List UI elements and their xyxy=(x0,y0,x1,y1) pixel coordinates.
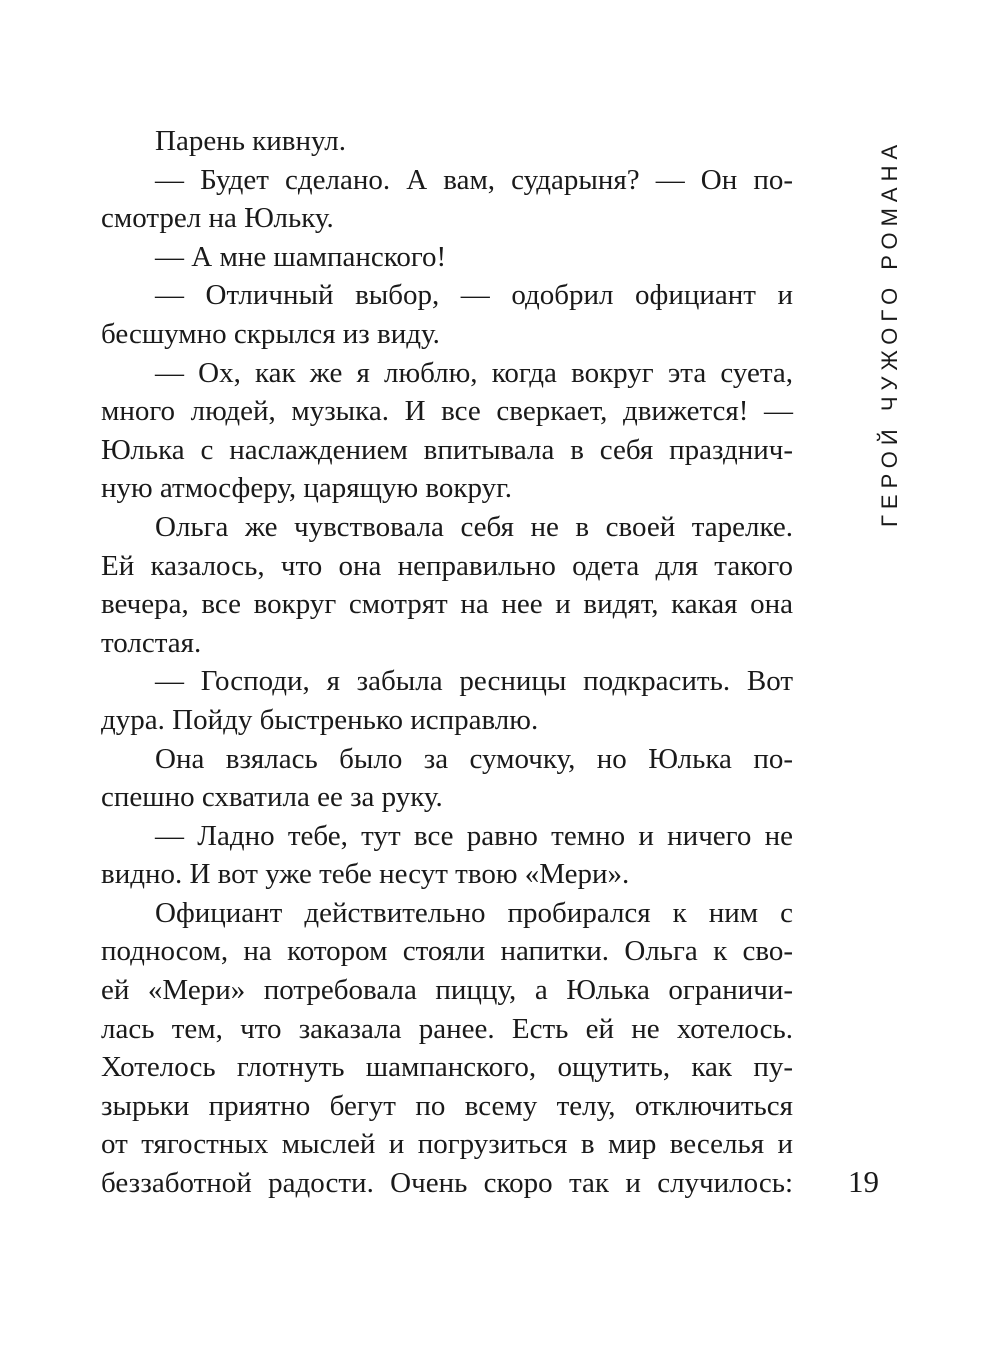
text-line: Официант действительно пробирался к ним с xyxy=(155,896,793,929)
text-line: смотрел на Юльку. xyxy=(101,202,334,235)
text-line: — А мне шампанского! xyxy=(155,240,447,273)
text-line: — Ох, как же я люблю, когда вокруг эта суета, xyxy=(155,356,793,389)
text-line: подносом, на котором стояли напитки. Ольга к сво- xyxy=(101,935,793,968)
page-number: 19 xyxy=(848,1164,879,1199)
text-line: бесшумно скрылся из виду. xyxy=(101,317,440,350)
text-line: Хотелось глотнуть шампанского, ощутить, как пу- xyxy=(101,1051,793,1084)
text-line: вечера, все вокруг смотрят на нее и видят, какая она xyxy=(101,588,793,621)
text-line: толстая. xyxy=(101,626,202,659)
text-line: зырьки приятно бегут по всему телу, отключиться xyxy=(101,1089,793,1122)
text-line: — Ладно тебе, тут все равно темно и ничего не xyxy=(155,819,793,852)
text-line: спешно схватила ее за руку. xyxy=(101,781,443,814)
text-line: Ольга же чувствовала себя не в своей тарелке. xyxy=(155,510,793,543)
text-line: ей «Мери» потребовала пиццу, а Юлька ограничи- xyxy=(101,974,793,1007)
text-line: дура. Пойду быстренько исправлю. xyxy=(101,703,539,736)
text-line: ную атмосферу, царящую вокруг. xyxy=(101,472,512,505)
running-head: ГЕРОЙ ЧУЖОГО РОМАНА xyxy=(877,138,902,527)
text-line: видно. И вот уже тебе несут твою «Мери». xyxy=(101,858,630,891)
text-line: беззаботной радости. Очень скоро так и случилось: xyxy=(101,1167,793,1200)
text-line: Юлька с наслаждением впитывала в себя празднич- xyxy=(101,433,793,466)
text-line: — Отличный выбор, — одобрил официант и xyxy=(155,279,793,312)
text-line: лась тем, что заказала ранее. Есть ей не хотелось. xyxy=(101,1012,793,1045)
text-line: Ей казалось, что она неправильно одета для такого xyxy=(101,549,793,582)
body-text xyxy=(101,122,793,1203)
text-line: — Будет сделано. А вам, сударыня? — Он по- xyxy=(155,163,793,196)
text-line: — Господи, я забыла ресницы подкрасить. Вот xyxy=(155,665,793,698)
text-line: от тягостных мыслей и погрузиться в мир веселья и xyxy=(101,1128,793,1161)
text-line: Она взялась было за сумочку, но Юлька по- xyxy=(155,742,793,775)
text-line: Парень кивнул. xyxy=(155,125,346,157)
text-line: много людей, музыка. И все сверкает, движется! — xyxy=(101,395,793,428)
